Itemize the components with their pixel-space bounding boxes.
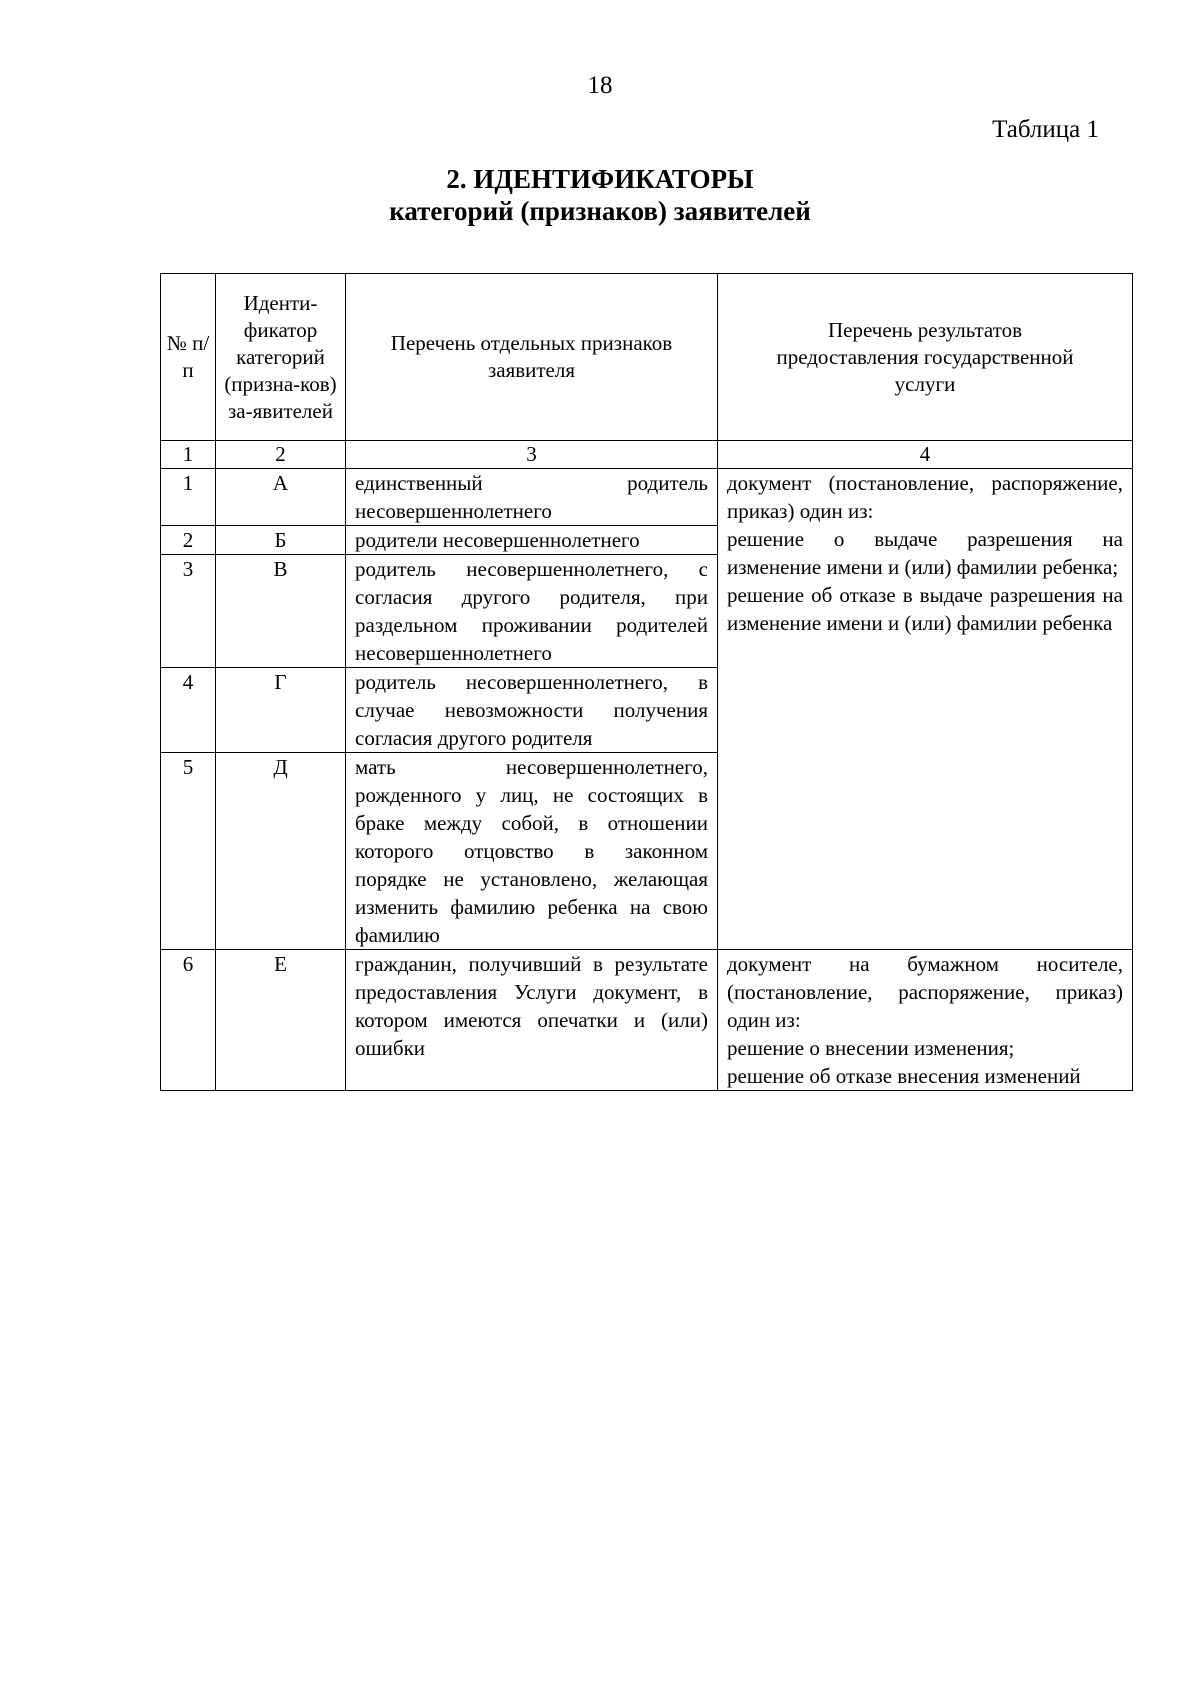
document-title — [0, 163, 1200, 227]
row-num: 4 — [161, 668, 216, 753]
result-group-2 — [718, 950, 1133, 1091]
identifiers-table — [160, 273, 1133, 1091]
row-identifier: Б — [216, 526, 346, 555]
row-feature: мать несовершеннолетнего, рожденного у лиц, не состоящих в браке между собой, в отношении которого отцовство в законном порядке не установлено, желающая изменить фамилию ребенка на свою фамилию — [346, 753, 718, 950]
column-number: 4 — [718, 441, 1133, 469]
row-identifier: А — [216, 469, 346, 526]
result-line: решение об отказе в выдаче разрешения на изменение имени и (или) фамилии ребенка — [727, 583, 1123, 635]
column-number: 3 — [346, 441, 718, 469]
column-number: 1 — [161, 441, 216, 469]
row-num: 1 — [161, 469, 216, 526]
column-numbers-row — [161, 441, 1133, 469]
row-identifier: Е — [216, 950, 346, 1091]
row-num: 5 — [161, 753, 216, 950]
row-feature: родитель несовершеннолетнего, в случае невозможности получения согласия другого родителя — [346, 668, 718, 753]
row-feature: единственный родитель несовершеннолетнего — [346, 469, 718, 526]
table-header-row — [161, 274, 1133, 441]
table-row — [161, 950, 1133, 1091]
header-features: Перечень отдельных признаков заявителя — [346, 274, 718, 441]
title-line-1: 2. ИДЕНТИФИКАТОРЫ — [446, 164, 754, 194]
row-feature: родитель несовершеннолетнего, с согласия другого родителя, при раздельном проживании родителей несовершеннолетнего — [346, 555, 718, 668]
table-caption: Таблица 1 — [992, 116, 1099, 143]
header-identifier: Иденти-фикатор категорий (призна-ков) за-явителей — [216, 274, 346, 441]
result-line: документ на бумажном носителе, (постановление, распоряжение, приказ) один из: — [727, 952, 1123, 1032]
row-identifier: Д — [216, 753, 346, 950]
result-group-1 — [718, 469, 1133, 950]
title-line-2: категорий (признаков) заявителей — [389, 196, 811, 226]
table-row — [161, 469, 1133, 526]
row-feature: родители несовершеннолетнего — [346, 526, 718, 555]
row-num: 2 — [161, 526, 216, 555]
row-feature: гражданин, получивший в результате предоставления Услуги документ, в котором имеются опечатки и (или) ошибки — [346, 950, 718, 1091]
row-identifier: Г — [216, 668, 346, 753]
result-line: решение о выдаче разрешения на изменение имени и (или) фамилии ребенка; — [727, 527, 1123, 579]
row-num: 3 — [161, 555, 216, 668]
header-num: № п/п — [161, 274, 216, 441]
row-identifier: В — [216, 555, 346, 668]
column-number: 2 — [216, 441, 346, 469]
result-line: документ (постановление, распоряжение, приказ) один из: — [727, 471, 1123, 523]
page-number: 18 — [587, 72, 613, 99]
result-line: решение об отказе внесения изменений — [727, 1064, 1081, 1088]
header-results: Перечень результатов предоставления государственной услуги — [718, 274, 1133, 441]
result-line: решение о внесении изменения; — [727, 1036, 1015, 1060]
row-num: 6 — [161, 950, 216, 1091]
